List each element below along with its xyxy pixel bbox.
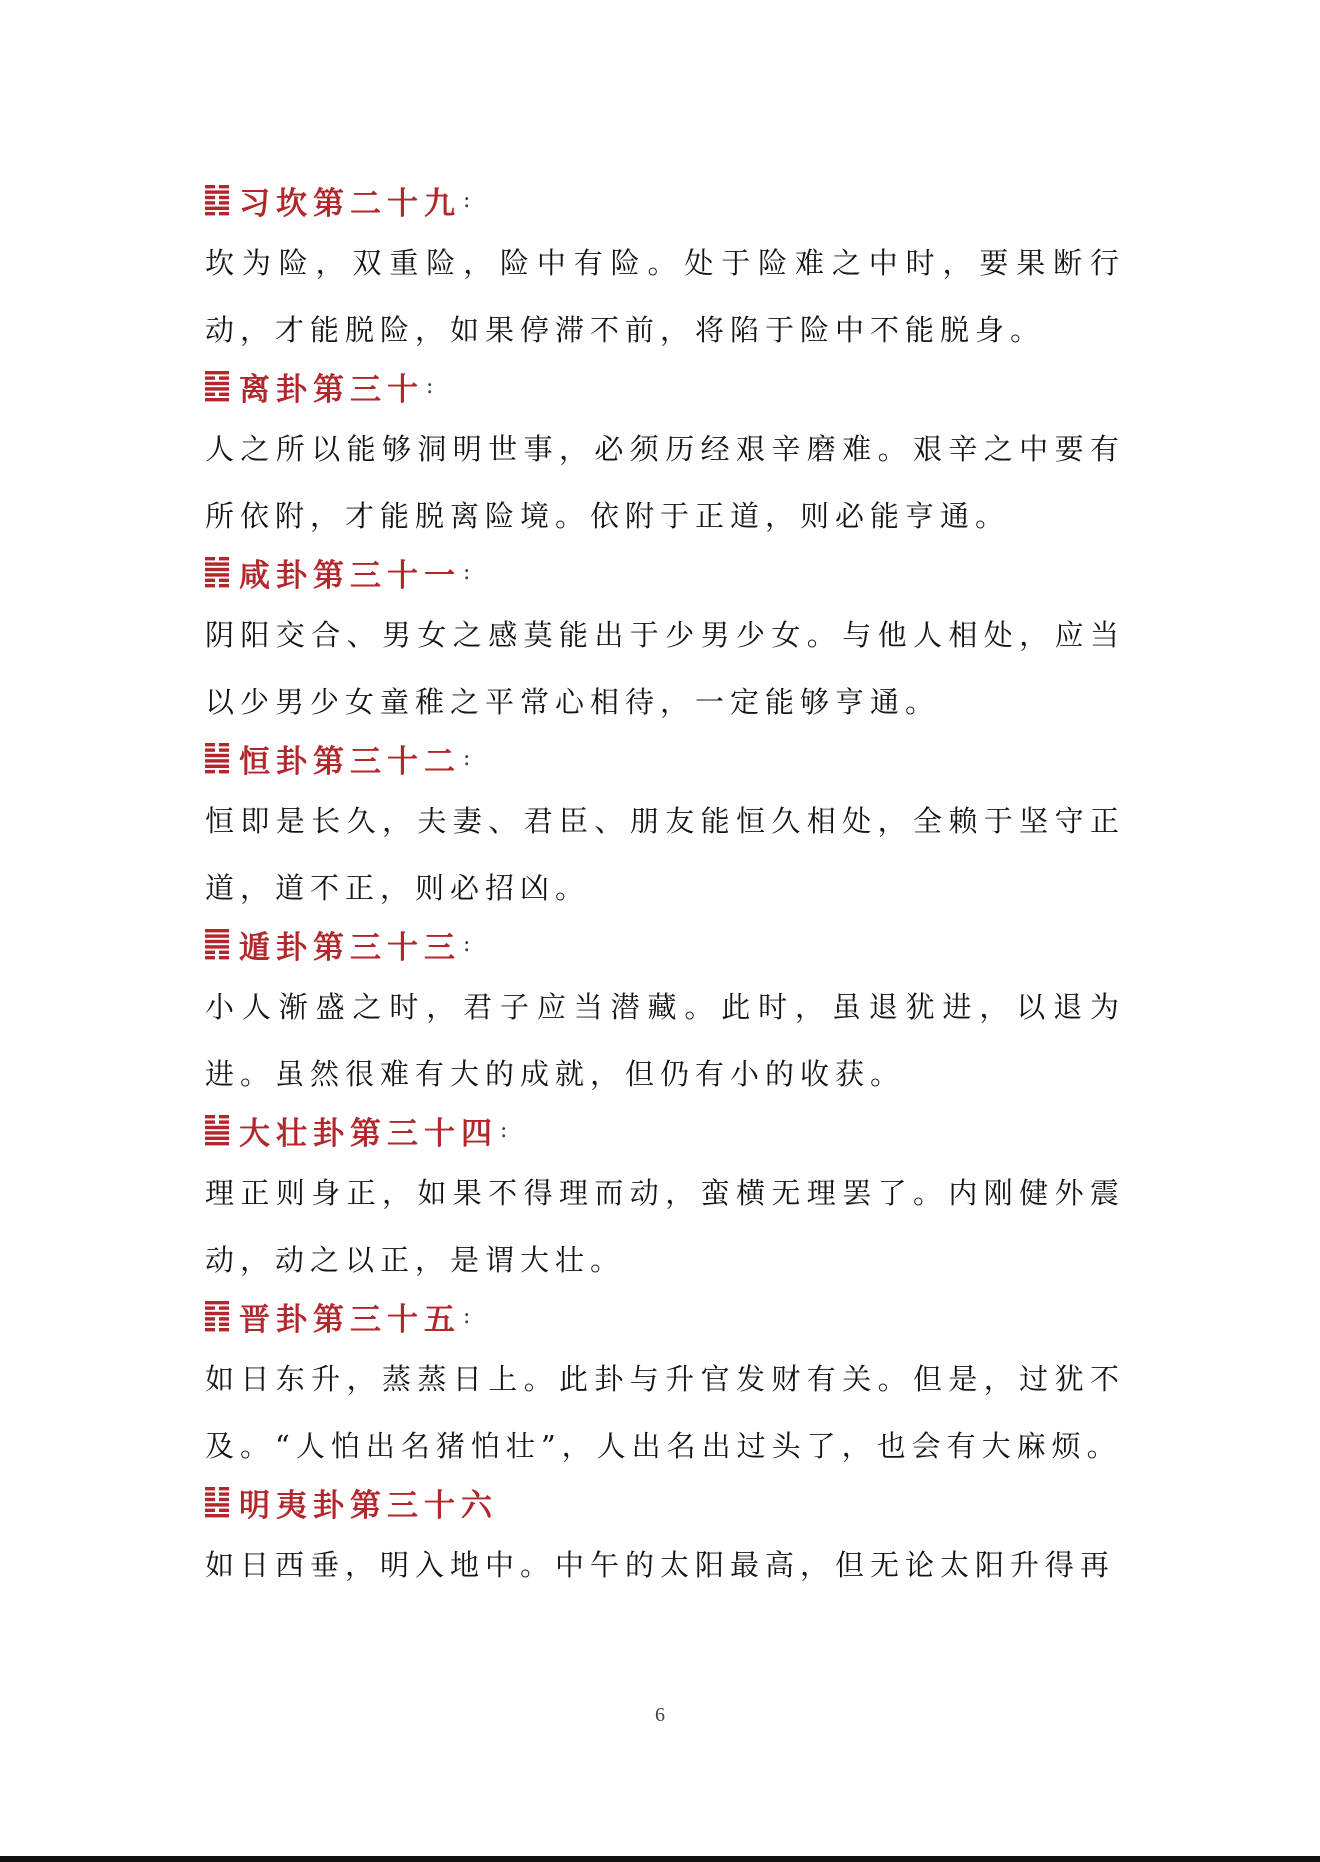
section-title: 咸卦第三十一 [239,557,461,594]
page-number: 6 [655,1704,665,1726]
hexagram-jin-icon [205,1299,229,1333]
section-colon: : [426,373,440,399]
hexagram-heng-icon [205,741,229,775]
hexagram-section [205,922,1125,1108]
hexagram-dazhuang-icon [205,1113,229,1147]
hexagram-section [205,736,1125,922]
section-title: 大壮卦第三十四 [239,1115,498,1152]
hexagram-section [205,364,1125,550]
hexagram-kan-icon [205,183,229,217]
hexagram-xian-icon [205,555,229,589]
section-title: 离卦第三十 [239,371,424,408]
section-text: 如日西垂，明入地中。中午的太阳最高，但无论太阳升得再 [205,1548,1116,1582]
section-heading [205,922,1125,966]
section-text: 恒即是长久，夫妻、君臣、朋友能恒久相处，全赖于坚守正道，道不正，则必招凶。 [205,804,1125,905]
section-heading [205,178,1125,222]
section-title: 晋卦第三十五 [239,1301,461,1338]
section-title: 恒卦第三十二 [239,743,461,780]
hexagram-section [205,550,1125,736]
hexagram-section [205,1294,1125,1480]
section-heading [205,736,1125,780]
section-title: 遁卦第三十三 [239,929,461,966]
section-text: 人之所以能够洞明世事，必须历经艰辛磨难。艰辛之中要有所依附，才能脱离险境。依附于正道，则必能亨通。 [205,432,1125,533]
hexagram-section [205,1480,1125,1599]
section-heading [205,1480,1125,1524]
section-heading [205,1108,1125,1152]
document-content [205,178,1125,1599]
section-text: 坎为险，双重险，险中有险。处于险难之中时，要果断行动，才能脱险，如果停滞不前，将陷于险中不能脱身。 [205,246,1125,347]
section-text: 小人渐盛之时，君子应当潜藏。此时，虽退犹进，以退为进。虽然很难有大的成就，但仍有小的收获。 [205,990,1125,1091]
section-title: 明夷卦第三十六 [239,1487,498,1524]
section-colon: : [463,1303,477,1329]
section-colon: : [463,187,477,213]
bottom-edge-bar [0,1856,1320,1862]
section-heading [205,550,1125,594]
hexagram-section [205,178,1125,364]
section-heading [205,364,1125,408]
hexagram-dun-icon [205,927,229,961]
section-colon: : [463,559,477,585]
section-heading [205,1294,1125,1338]
section-colon: : [500,1117,514,1143]
hexagram-section [205,1108,1125,1294]
section-title: 习坎第二十九 [239,185,461,222]
hexagram-mingyi-icon [205,1485,229,1519]
section-colon: : [463,931,477,957]
hexagram-li-icon [205,369,229,403]
section-text: 阴阳交合、男女之感莫能出于少男少女。与他人相处，应当以少男少女童稚之平常心相待，一定能够亨通。 [205,618,1125,719]
section-colon: : [463,745,477,771]
section-text: 如日东升，蒸蒸日上。此卦与升官发财有关。但是，过犹不及。“人怕出名猪怕壮”，人出名出过头了，也会有大麻烦。 [205,1362,1125,1463]
section-text: 理正则身正，如果不得理而动，蛮横无理罢了。内刚健外震动，动之以正，是谓大壮。 [205,1176,1125,1277]
